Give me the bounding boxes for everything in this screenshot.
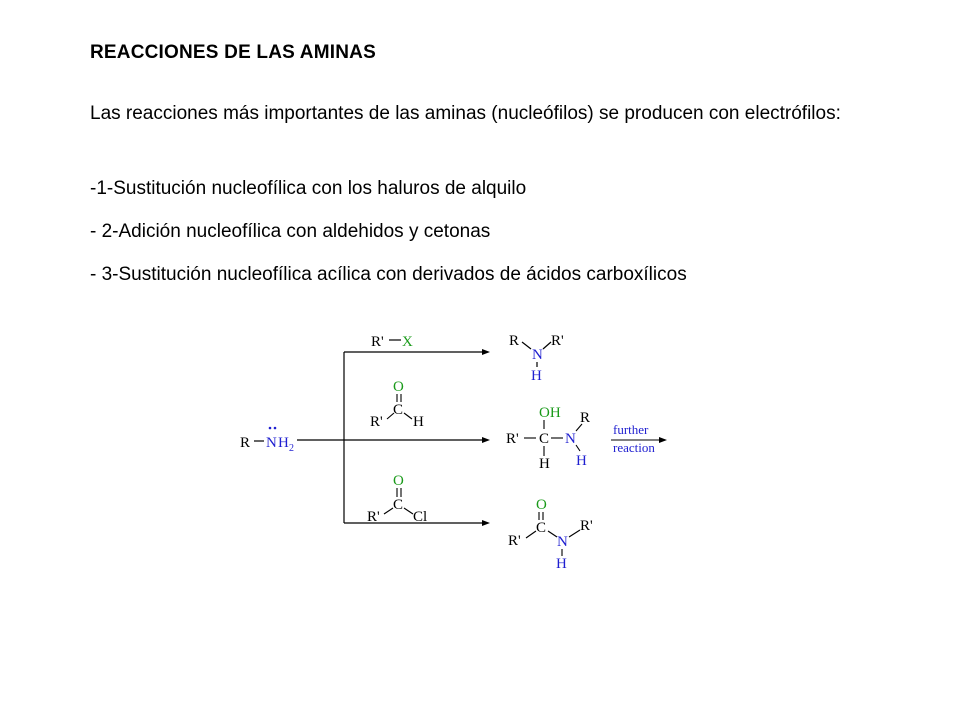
alkyl-halide-reagent [371, 334, 413, 350]
carbinolamine-product [506, 405, 590, 472]
halogen-x: X [402, 334, 413, 350]
aldehyde-reagent [370, 379, 424, 430]
reactant-subscript: 2 [289, 443, 294, 454]
bond [576, 445, 580, 451]
lone-pair-dot [269, 427, 272, 430]
slide-title: REACCIONES DE LAS AMINAS [90, 42, 376, 63]
acyl-chloride-reagent [367, 473, 427, 525]
product-n: N [532, 347, 543, 363]
product-n: N [565, 431, 576, 447]
bond [543, 342, 551, 349]
bond [522, 342, 531, 349]
branch-lines [297, 352, 484, 523]
list-item: - 2-Adición nucleofílica con aldehidos y cetonas [90, 221, 491, 242]
bond [526, 531, 536, 538]
carbonyl-o: O [393, 473, 404, 489]
bond [404, 413, 412, 419]
amide-product [508, 497, 593, 572]
reagent-r: R' [370, 414, 383, 430]
bond [404, 508, 413, 514]
reagent-cl: Cl [413, 509, 428, 525]
further-reaction-arrow [611, 422, 667, 455]
arrowhead [482, 520, 490, 526]
reagent-h: H [413, 414, 424, 430]
product-o: O [536, 497, 547, 513]
amine-reactant [240, 427, 294, 454]
arrowhead [482, 437, 490, 443]
reagent-r: R' [371, 334, 384, 350]
product-c: C [539, 431, 550, 447]
product-r: R [509, 333, 520, 349]
reactant-n: N [266, 435, 277, 451]
carbonyl-o: O [393, 379, 404, 395]
bond [569, 530, 580, 537]
reactant-h: H [278, 435, 289, 451]
further-label: further [613, 422, 649, 437]
list-item: - 3-Sustitución nucleofílica acílica con derivados de ácidos carboxílicos [90, 264, 687, 285]
product-n: N [557, 534, 568, 550]
arrowhead [659, 437, 667, 443]
product-h: H [556, 556, 567, 572]
product-r-prime: R' [508, 533, 521, 549]
carbonyl-c: C [393, 497, 404, 513]
intro-paragraph: Las reacciones más importantes de las aminas (nucleófilos) se producen con electrófilos: [90, 103, 841, 124]
product-r-prime: R' [506, 431, 519, 447]
product-h: H [531, 368, 542, 384]
product-h: H [539, 456, 550, 472]
reaction-label: reaction [613, 440, 655, 455]
lone-pair-dot [274, 427, 277, 430]
bond [548, 531, 557, 537]
product-r-prime: R' [551, 333, 564, 349]
arrowhead [482, 349, 490, 355]
list-item: -1-Sustitución nucleofílica con los haluros de alquilo [90, 178, 527, 199]
product-r: R [580, 410, 591, 426]
product-oh: OH [539, 405, 561, 421]
carbonyl-c: C [393, 402, 404, 418]
reagent-r: R' [367, 509, 380, 525]
product-c: C [536, 520, 547, 536]
product-r2: R' [580, 518, 593, 534]
reactant-r: R [240, 435, 251, 451]
secondary-amine-product [509, 333, 564, 384]
product-nh: H [576, 453, 587, 469]
bond [384, 508, 393, 514]
